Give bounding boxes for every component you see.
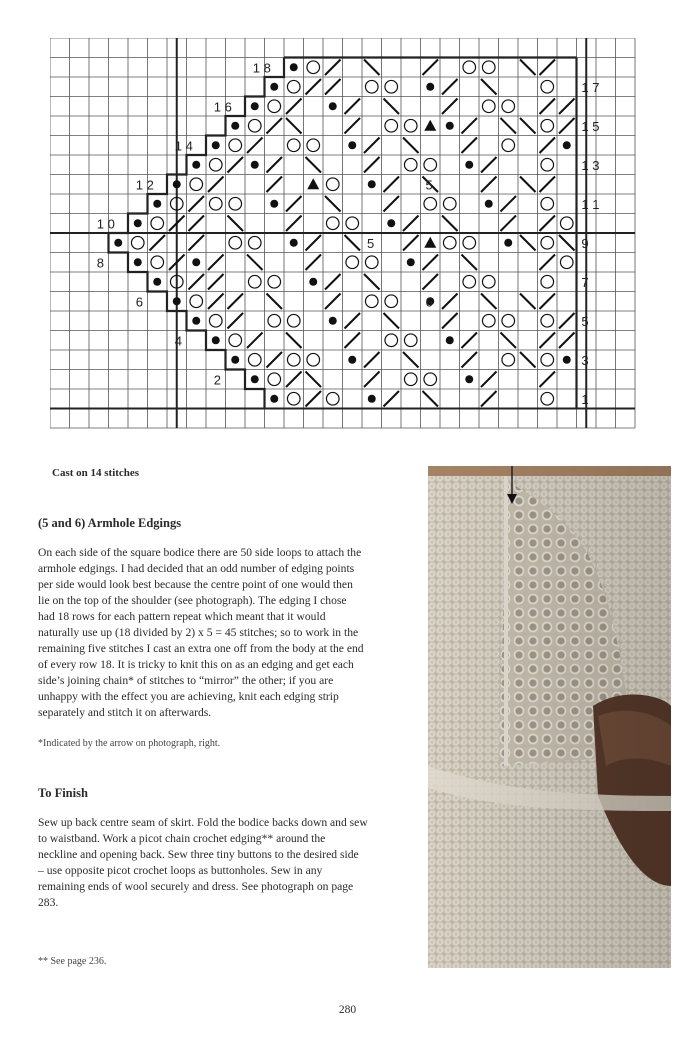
symbol-triangle — [424, 237, 436, 248]
symbol-circle — [541, 353, 554, 366]
symbol-slash — [345, 99, 361, 115]
text-line: remaining five stitches I cast an extra one off from the body at the end — [38, 642, 364, 655]
text-line: per side would look best because the centre point of one would then — [38, 578, 353, 591]
row-number: 1 — [581, 392, 589, 408]
symbol-dot — [251, 161, 259, 169]
symbol-circle — [463, 61, 476, 74]
symbol-circle — [502, 139, 515, 152]
row-number: 1 1 — [581, 197, 600, 213]
symbol-circle — [424, 373, 437, 386]
symbol-slash — [481, 391, 497, 407]
symbol-slash — [208, 255, 224, 271]
symbol-circle — [190, 295, 203, 308]
symbol-circle — [229, 139, 242, 152]
symbol-circle — [443, 236, 456, 249]
symbol-dot — [134, 219, 142, 227]
symbol-backslash — [384, 313, 400, 329]
symbol-slash — [540, 294, 556, 310]
symbol-slash — [403, 216, 419, 232]
text-line: 283. — [38, 896, 59, 909]
symbol-slash — [442, 313, 458, 329]
symbol-slash — [286, 99, 302, 115]
symbol-slash — [501, 196, 517, 212]
symbol-slash — [306, 79, 322, 95]
symbol-circle — [404, 373, 417, 386]
text-line: lie on the top of the shoulder (see photograph). The edging I chose — [38, 594, 347, 607]
row-number: 7 — [581, 275, 589, 291]
symbol-dot — [504, 239, 512, 247]
row-number: 1 3 — [581, 158, 600, 174]
symbol-circle — [482, 275, 495, 288]
text-line: side’s joining chain* of stitches to “mirror” the other; if you are — [38, 674, 334, 687]
symbol-backslash — [481, 294, 497, 310]
symbol-backslash — [247, 255, 263, 271]
symbol-slash — [462, 138, 478, 154]
symbol-circle — [307, 353, 320, 366]
lace-photograph — [428, 466, 671, 968]
symbol-circle — [131, 236, 144, 249]
symbol-slash — [306, 235, 322, 251]
symbol-slash — [208, 294, 224, 310]
text-line: to waistband. Work a picot chain crochet edging** around the — [38, 832, 326, 845]
symbol-slash — [481, 157, 497, 173]
text-line: had 18 rows for each pattern repeat which meant that it would — [38, 610, 326, 623]
symbol-dot — [368, 180, 376, 188]
symbol-slash — [384, 177, 400, 193]
symbol-slash — [208, 177, 224, 193]
row-number: 2 — [213, 372, 222, 388]
symbol-slash — [462, 352, 478, 368]
symbol-circle — [346, 217, 359, 230]
symbol-circle — [190, 178, 203, 191]
row-number: 1 4 — [174, 138, 193, 154]
symbol-slash — [189, 196, 205, 212]
symbol-dot — [465, 375, 473, 383]
symbol-dot — [251, 375, 259, 383]
symbol-circle — [151, 217, 164, 230]
symbol-dot — [212, 141, 220, 149]
symbol-circle — [287, 314, 300, 327]
symbol-slash — [247, 333, 263, 349]
symbol-backslash — [520, 235, 536, 251]
symbol-circle — [424, 197, 437, 210]
symbol-circle — [365, 295, 378, 308]
symbol-slash — [540, 255, 556, 271]
row-number: 1 7 — [581, 80, 600, 96]
symbol-slash — [325, 79, 341, 95]
symbol-circle — [385, 295, 398, 308]
symbol-circle — [287, 353, 300, 366]
row-number: 6 — [135, 294, 144, 310]
symbol-slash — [501, 216, 517, 232]
symbol-dot — [387, 219, 395, 227]
section-heading-finish: To Finish — [38, 786, 88, 800]
row-number: 4 — [174, 333, 183, 349]
symbol-dot — [153, 200, 161, 208]
symbol-circle — [502, 353, 515, 366]
symbol-dot — [348, 356, 356, 364]
text-line: – use opposite picot crochet loops as buttonholes. Sew in any — [38, 864, 323, 877]
row-number: 8 — [96, 255, 105, 271]
inner-row-label: 5 — [367, 236, 375, 252]
symbol-dot — [231, 122, 239, 130]
symbol-slash — [228, 313, 244, 329]
symbol-circle — [541, 158, 554, 171]
symbol-circle — [385, 119, 398, 132]
symbol-circle — [424, 158, 437, 171]
symbol-backslash — [520, 118, 536, 134]
symbol-circle — [248, 353, 261, 366]
symbol-slash — [228, 157, 244, 173]
symbol-slash — [403, 235, 419, 251]
symbol-circle — [209, 197, 222, 210]
inner-row-label: 6 — [425, 294, 433, 310]
section-heading-armhole: (5 and 6) Armhole Edgings — [38, 516, 182, 530]
symbol-dot — [192, 317, 200, 325]
symbol-circle — [463, 236, 476, 249]
symbol-circle — [502, 100, 515, 113]
row-number: 1 2 — [135, 177, 154, 193]
symbol-circle — [287, 80, 300, 93]
symbol-dot — [485, 200, 493, 208]
symbol-dot — [231, 356, 239, 364]
symbol-slash — [559, 313, 575, 329]
symbol-dot — [114, 239, 122, 247]
symbol-slash — [442, 99, 458, 115]
symbol-backslash — [286, 333, 302, 349]
symbol-slash — [247, 138, 263, 154]
symbol-dot — [270, 83, 278, 91]
symbol-slash — [267, 157, 283, 173]
symbol-backslash — [501, 333, 517, 349]
symbol-dot — [270, 200, 278, 208]
symbol-backslash — [501, 118, 517, 134]
symbol-slash — [423, 274, 439, 290]
symbol-circle — [151, 256, 164, 269]
symbol-backslash — [423, 391, 439, 407]
symbol-slash — [306, 255, 322, 271]
symbol-circle — [463, 275, 476, 288]
symbol-circle — [268, 373, 281, 386]
finish-paragraph — [38, 815, 410, 911]
inner-row-label: 5 — [425, 177, 433, 193]
symbol-backslash — [520, 60, 536, 76]
symbol-dot — [134, 258, 142, 266]
symbol-slash — [540, 333, 556, 349]
symbol-slash — [228, 294, 244, 310]
symbol-slash — [540, 138, 556, 154]
symbol-slash — [267, 177, 283, 193]
symbol-slash — [540, 60, 556, 76]
symbol-slash — [267, 352, 283, 368]
symbol-backslash — [364, 274, 380, 290]
symbol-slash — [325, 274, 341, 290]
symbol-dot — [270, 395, 278, 403]
symbol-dot — [251, 102, 259, 110]
symbol-slash — [364, 352, 380, 368]
symbol-circle — [248, 119, 261, 132]
symbol-circle — [229, 197, 242, 210]
row-number: 3 — [581, 353, 589, 369]
armhole-paragraph — [38, 545, 410, 721]
symbol-dot — [173, 297, 181, 305]
row-number: 1 6 — [213, 99, 232, 115]
symbol-dot — [309, 278, 317, 286]
symbol-circle — [385, 80, 398, 93]
symbol-triangle — [307, 178, 319, 189]
symbol-circle — [326, 392, 339, 405]
symbol-circle — [229, 236, 242, 249]
arrow-footnote: *Indicated by the arrow on photograph, right. — [38, 738, 221, 749]
symbol-dot — [290, 63, 298, 71]
symbol-backslash — [520, 177, 536, 193]
text-line: On each side of the square bodice there are 50 side loops to attach the — [38, 546, 362, 559]
symbol-circle — [307, 139, 320, 152]
symbol-slash — [286, 372, 302, 388]
symbol-circle — [268, 314, 281, 327]
symbol-backslash — [520, 352, 536, 368]
text-line: unhappy with the effect you are achieving, knit each edging strip — [38, 690, 339, 703]
page-number: 280 — [338, 1004, 357, 1016]
symbol-backslash — [403, 138, 419, 154]
symbol-slash — [325, 294, 341, 310]
symbol-slash — [345, 333, 361, 349]
symbol-backslash — [228, 216, 244, 232]
symbol-slash — [481, 372, 497, 388]
symbol-backslash — [384, 99, 400, 115]
symbol-dot — [563, 356, 571, 364]
symbol-backslash — [364, 60, 380, 76]
text-line: Sew up back centre seam of skirt. Fold the bodice backs down and sew — [38, 816, 368, 829]
symbol-slash — [540, 177, 556, 193]
symbol-slash — [423, 60, 439, 76]
symbol-slash — [325, 60, 341, 76]
row-number: 1 0 — [96, 216, 115, 232]
symbol-circle — [404, 334, 417, 347]
symbol-backslash — [481, 79, 497, 95]
symbol-dot — [212, 336, 220, 344]
symbol-dot — [173, 180, 181, 188]
symbol-slash — [559, 333, 575, 349]
row-number: 1 8 — [252, 60, 271, 76]
symbol-backslash — [267, 294, 283, 310]
symbol-slash — [462, 118, 478, 134]
symbol-slash — [559, 118, 575, 134]
symbol-circle — [229, 334, 242, 347]
symbol-circle — [502, 314, 515, 327]
symbol-circle — [541, 80, 554, 93]
text-line: separately and stitch it on afterwards. — [38, 706, 212, 719]
symbol-circle — [248, 275, 261, 288]
symbol-circle — [560, 217, 573, 230]
text-line: armhole edgings. I had decided that an odd number of edging points — [38, 562, 355, 575]
symbol-dot — [192, 161, 200, 169]
symbol-slash — [345, 118, 361, 134]
symbol-triangle — [424, 120, 436, 131]
symbol-circle — [268, 275, 281, 288]
symbol-circle — [541, 236, 554, 249]
symbol-slash — [540, 216, 556, 232]
symbol-slash — [286, 216, 302, 232]
page-reference-footnote: ** See page 236. — [38, 956, 107, 967]
symbol-dot — [329, 317, 337, 325]
symbol-slash — [540, 99, 556, 115]
symbol-slash — [559, 99, 575, 115]
symbol-circle — [482, 100, 495, 113]
symbol-dot — [407, 258, 415, 266]
text-line: of every row 18. It is tricky to knit this on as an edging and get each — [38, 658, 354, 671]
symbol-dot — [465, 161, 473, 169]
symbol-slash — [384, 196, 400, 212]
symbol-circle — [541, 275, 554, 288]
row-number: 5 — [581, 314, 589, 330]
symbol-circle — [560, 256, 573, 269]
symbol-circle — [541, 119, 554, 132]
text-line: remaining ends of wool securely and dress. See photograph on page — [38, 880, 354, 893]
text-line: naturally use up (18 divided by 2) x 5 = 45 stitches; so to work in the — [38, 626, 359, 639]
symbol-slash — [286, 196, 302, 212]
symbol-dot — [348, 141, 356, 149]
row-number: 1 5 — [581, 119, 600, 135]
symbol-slash — [189, 235, 205, 251]
symbol-circle — [541, 392, 554, 405]
symbol-slash — [442, 79, 458, 95]
symbol-backslash — [520, 294, 536, 310]
symbol-circle — [287, 392, 300, 405]
symbol-slash — [189, 216, 205, 232]
symbol-circle — [365, 256, 378, 269]
symbol-circle — [287, 139, 300, 152]
symbol-backslash — [286, 118, 302, 134]
symbol-dot — [290, 239, 298, 247]
symbol-slash — [306, 391, 322, 407]
symbol-dot — [426, 83, 434, 91]
symbol-dot — [446, 336, 454, 344]
symbol-circle — [482, 314, 495, 327]
symbol-circle — [482, 61, 495, 74]
symbol-slash — [384, 391, 400, 407]
symbol-slash — [481, 177, 497, 193]
symbol-slash — [208, 274, 224, 290]
symbol-circle — [365, 80, 378, 93]
chart-caption: Cast on 14 stitches — [52, 467, 140, 479]
knitting-chart — [50, 38, 640, 454]
symbol-circle — [209, 158, 222, 171]
symbol-slash — [267, 118, 283, 134]
symbol-slash — [189, 274, 205, 290]
symbol-backslash — [559, 235, 575, 251]
symbol-backslash — [403, 352, 419, 368]
symbol-dot — [368, 395, 376, 403]
symbol-slash — [442, 294, 458, 310]
symbol-slash — [364, 157, 380, 173]
symbol-slash — [364, 138, 380, 154]
symbol-backslash — [306, 157, 322, 173]
symbol-circle — [443, 197, 456, 210]
symbol-dot — [329, 102, 337, 110]
symbol-slash — [423, 255, 439, 271]
symbol-circle — [326, 217, 339, 230]
symbol-circle — [268, 100, 281, 113]
symbol-backslash — [345, 235, 361, 251]
symbol-dot — [192, 258, 200, 266]
symbol-slash — [462, 333, 478, 349]
symbol-dot — [153, 278, 161, 286]
symbol-slash — [345, 313, 361, 329]
symbol-circle — [209, 314, 222, 327]
symbol-backslash — [442, 216, 458, 232]
text-line: neckline and opening back. Sew three tiny buttons to the desired side — [38, 848, 359, 861]
symbol-dot — [446, 122, 454, 130]
symbol-backslash — [306, 372, 322, 388]
symbol-circle — [541, 314, 554, 327]
symbol-circle — [404, 158, 417, 171]
symbol-circle — [385, 334, 398, 347]
symbol-circle — [404, 119, 417, 132]
symbol-slash — [364, 372, 380, 388]
symbol-dot — [563, 141, 571, 149]
symbol-slash — [150, 235, 166, 251]
symbol-circle — [541, 197, 554, 210]
symbol-backslash — [325, 196, 341, 212]
symbol-circle — [326, 178, 339, 191]
row-number: 9 — [581, 236, 589, 252]
symbol-circle — [248, 236, 261, 249]
symbol-circle — [307, 61, 320, 74]
symbol-circle — [346, 256, 359, 269]
symbol-slash — [540, 372, 556, 388]
symbol-backslash — [462, 255, 478, 271]
